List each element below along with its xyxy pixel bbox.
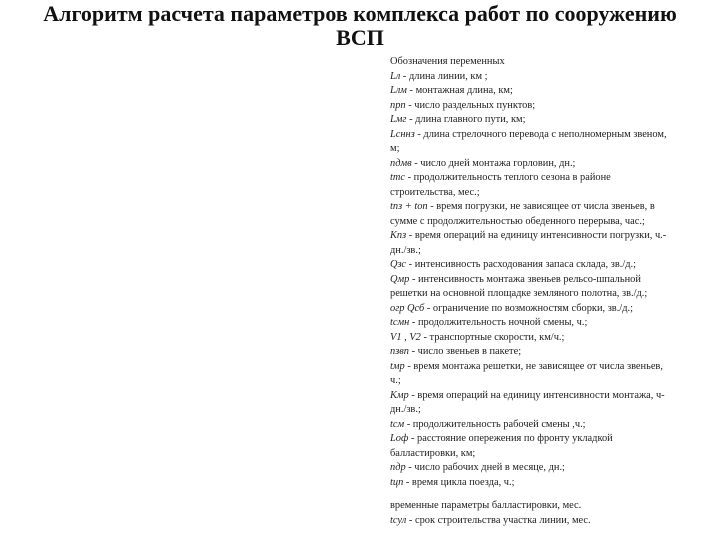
variable-symbol: V1 , V2 <box>390 331 421 343</box>
variable-description: - монтажная длина, км; <box>406 85 513 96</box>
variable-definition-line <box>390 70 718 85</box>
variable-definition-line <box>390 418 718 433</box>
variable-definition-line <box>390 215 718 230</box>
variables-list <box>390 55 718 528</box>
variable-symbol: nдмв <box>390 157 412 169</box>
variable-description: м; <box>390 143 400 154</box>
variable-symbol: tцп <box>390 476 404 488</box>
variables-header: Обозначения переменных <box>390 56 505 67</box>
variable-definition-line <box>390 244 718 259</box>
variable-description: - срок строительства участка линии, мес. <box>406 514 591 526</box>
variable-description: - интенсивность расходования запаса склада, зв./д.; <box>406 259 636 270</box>
variable-description: - ограничение по возможностям сборки, зв./д.; <box>424 302 633 314</box>
variable-symbol: Lл <box>390 70 401 82</box>
variable-description: - время операций на единицу интенсивности монтажа, ч- <box>408 389 665 401</box>
variable-description: балластировки, км; <box>390 447 476 459</box>
variable-definition-line <box>390 302 718 317</box>
variable-symbol: Lсннз <box>390 128 415 140</box>
variable-description: - интенсивность монтажа звеньев рельсо-шпальной <box>409 273 641 285</box>
variable-definition-line <box>390 499 718 514</box>
variable-definition-line <box>390 389 718 404</box>
variable-definition-line <box>390 360 718 375</box>
slide-title <box>0 2 720 50</box>
variable-symbol: Lлм <box>390 85 407 96</box>
variable-description: - время операций на единицу интенсивности погрузки, ч.- <box>406 230 667 241</box>
variable-description: - транспортные скорости, км/ч.; <box>420 331 565 343</box>
variable-definition-line <box>390 316 718 331</box>
variable-description: дн./зв.; <box>390 404 421 415</box>
variable-definition-line <box>390 128 718 143</box>
variable-description: - время погрузки, не зависящее от числа звеньев, в <box>427 201 655 212</box>
variable-description: - расстояние опережения по фронту укладкой <box>408 433 613 444</box>
variable-symbol: nрп <box>390 99 406 111</box>
title-line-2: ВСП <box>336 25 384 50</box>
variable-definition-line <box>390 432 718 447</box>
variable-definition-line <box>390 476 718 491</box>
variable-symbol: tпз + tоп <box>390 201 428 212</box>
variable-definition-line <box>390 142 718 157</box>
variable-symbol: tмр <box>390 360 405 372</box>
variable-description: - продолжительность ночной смены, ч.; <box>409 317 588 328</box>
variable-definition-line <box>390 229 718 244</box>
variable-description: - число звеньев в пакете; <box>408 346 522 357</box>
variable-description: - время монтажа решетки, не зависящее от числа звеньев, <box>404 360 663 372</box>
variable-definition-line <box>390 99 718 114</box>
variable-definition-line <box>390 258 718 273</box>
spacer <box>390 490 718 499</box>
variable-description: - число рабочих дней в месяце, дн.; <box>405 462 565 473</box>
variable-description: - длина главного пути, км; <box>406 114 526 125</box>
variable-symbol: Qзс <box>390 259 407 270</box>
variable-symbol: Qмр <box>390 273 410 285</box>
variable-symbol: tсул <box>390 514 407 526</box>
title-line-1: Алгоритм расчета параметров комплекса работ по сооружению <box>43 1 677 26</box>
variable-description: - длина линии, км ; <box>400 70 488 82</box>
variable-description: - число раздельных пунктов; <box>405 99 536 111</box>
variable-description: - продолжительность теплого сезона в районе <box>405 172 611 183</box>
variable-symbol: Lоф <box>390 433 409 444</box>
variable-symbol: nзвп <box>390 346 409 357</box>
variable-symbol: Lмг <box>390 114 407 125</box>
variable-definition-line <box>390 157 718 172</box>
variable-description: - время цикла поезда, ч.; <box>403 476 515 488</box>
variable-definition-line <box>390 84 718 99</box>
variable-symbol: tтс <box>390 172 406 183</box>
variable-definition-line <box>390 186 718 201</box>
variable-symbol: tсм <box>390 418 405 430</box>
variable-definition-line <box>390 287 718 302</box>
variable-definition-line <box>390 403 718 418</box>
variable-definition-line <box>390 171 718 186</box>
variable-description: решетки на основной площадке земляного полотна, зв./д.; <box>390 288 648 299</box>
variable-definition-line <box>390 514 718 529</box>
variable-description: - продолжительность рабочей смены ,ч.; <box>404 418 586 430</box>
variable-symbol: tсмн <box>390 317 410 328</box>
variable-description: - число дней монтажа горловин, дн.; <box>411 157 576 169</box>
variable-description: строительства, мес.; <box>390 186 480 198</box>
variable-definition-line <box>390 447 718 462</box>
variable-definition-line <box>390 200 718 215</box>
variable-description: временные параметры балластировки, мес. <box>390 500 582 511</box>
variable-definition-line <box>390 374 718 389</box>
variable-description: сумме с продолжительностью обеденного перерыва, час.; <box>390 215 645 227</box>
variable-symbol: Kмр <box>390 389 409 401</box>
variable-description: ч.; <box>390 375 401 386</box>
variable-description: дн./зв.; <box>390 244 421 256</box>
variable-definition-line <box>390 461 718 476</box>
variable-definition-line <box>390 345 718 360</box>
variable-definition-line <box>390 273 718 288</box>
variable-symbol: nдр <box>390 462 406 473</box>
variable-definition-line <box>390 331 718 346</box>
variable-definition-line <box>390 113 718 128</box>
variable-symbol: огр Qсб <box>390 302 425 314</box>
variable-symbol: Kпз <box>390 230 407 241</box>
variable-description: - длина стрелочного перевода с неполномерным звеном, <box>414 128 667 140</box>
